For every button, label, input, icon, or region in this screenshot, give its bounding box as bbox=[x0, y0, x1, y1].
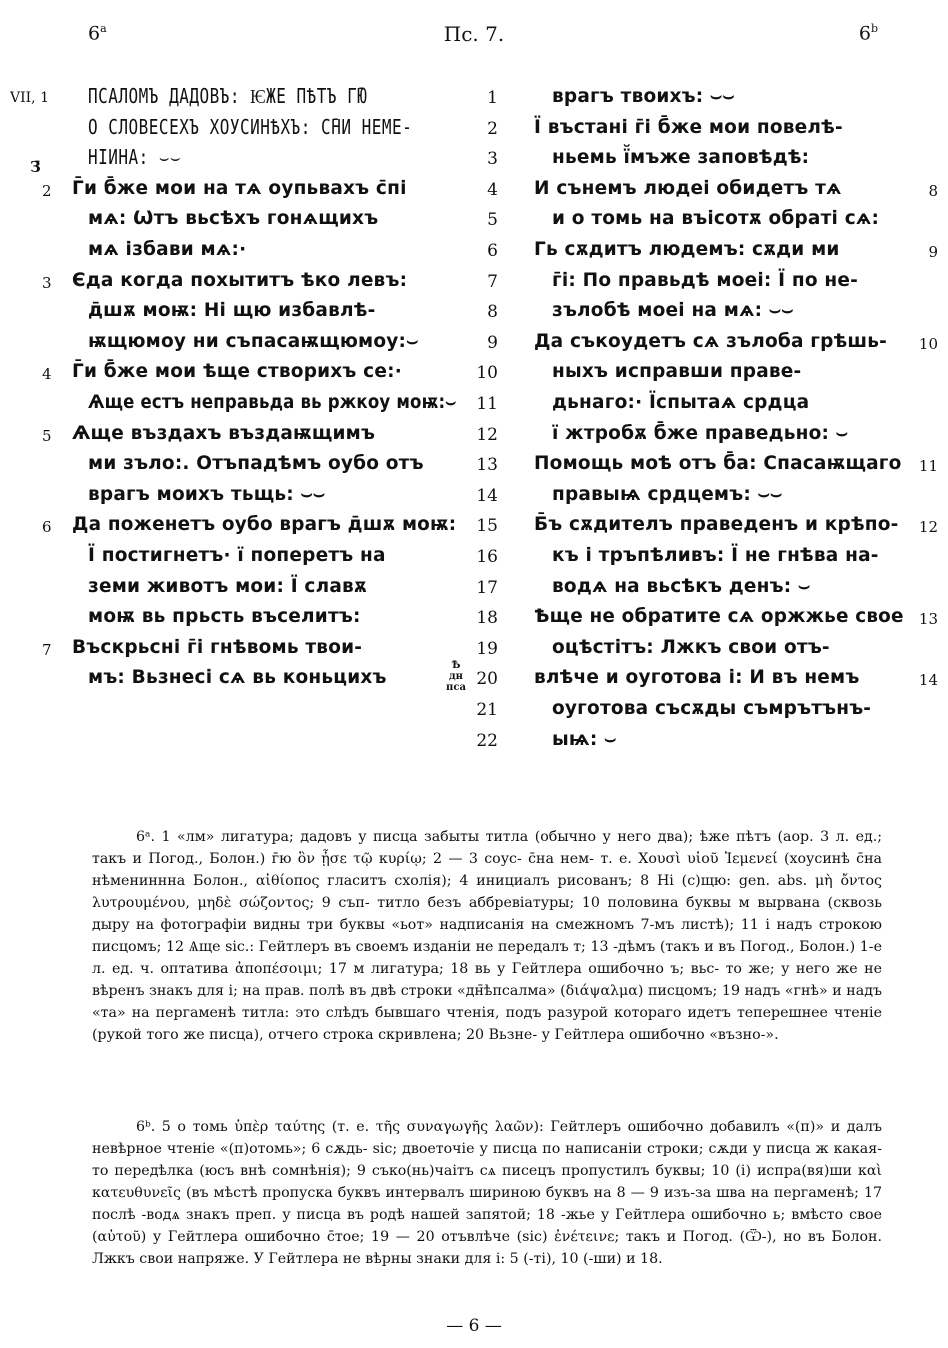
right-text-line: ї жтробѫ б̄же праведьно: ⌣ bbox=[552, 422, 849, 444]
right-text-line: влѣче и оуготова і: И въ немъ bbox=[534, 667, 860, 689]
margin-note-top: Ѣ bbox=[451, 660, 461, 671]
left-text-line: НІИНА: ⌣⌣ bbox=[88, 145, 181, 169]
left-text-line: Ї постигнетъ· ї поперетъ на bbox=[88, 545, 386, 566]
left-text-line: Г̄и б̄же мои на тѧ оупьвахъ с̄пі bbox=[72, 177, 407, 199]
line-number: 14 bbox=[476, 485, 498, 506]
header-left-number: 6 bbox=[88, 22, 101, 45]
right-text-line: водѧ на вьсѣкъ денъ: ⌣ bbox=[552, 575, 811, 597]
left-text-line: ѭщюмоу ни съпасаѭщюмоу:⌣ bbox=[88, 330, 419, 352]
line-number: 21 bbox=[476, 700, 498, 720]
left-text-line: мѧ: Ѡтъ вьсѣхъ гонѧщихъ bbox=[88, 208, 379, 230]
left-text-line: ПСАЛОМЪ ДАДОВЪ: ѤЖЕ ПѢТЪ Г̄Ю bbox=[88, 84, 368, 108]
verse-number: 4 bbox=[42, 365, 52, 384]
left-text-line: д̄шѫ моѭ: Ні щю избавлѣ- bbox=[88, 300, 376, 322]
right-text-line: дьнаго:· Їспытаѧ срдца bbox=[552, 392, 810, 413]
right-text-line: къ і тръпѣливъ: Ї не гнѣва на- bbox=[552, 545, 879, 566]
right-text-line: оуготова съсѫды съмрътънъ- bbox=[552, 698, 872, 719]
verse-number: 3 bbox=[42, 273, 52, 292]
psalm-reference: VII, 1 bbox=[10, 90, 49, 106]
margin-note-bottom: пса bbox=[446, 682, 466, 693]
right-text-line: правыѩ срдцемъ: ⌣⌣ bbox=[552, 483, 783, 505]
right-text-line: Помощь моѣ отъ б̄а: Спасаѭщаго bbox=[534, 453, 902, 475]
line-number: 5 bbox=[487, 210, 498, 231]
left-text-line: Да поженетъ оубо врагъ д̄шѫ моѭ: bbox=[72, 514, 457, 536]
right-text-line: и о томь на въісотѫ обраті сѧ: bbox=[552, 208, 880, 230]
right-text-line: г̄і: По правьдѣ моеі: Ї по не- bbox=[552, 269, 859, 291]
verse-number: 8 bbox=[928, 181, 938, 200]
line-number: 22 bbox=[476, 730, 498, 751]
verse-number: 13 bbox=[918, 610, 938, 629]
margin-note-mid: дн bbox=[449, 671, 463, 682]
left-text-line: Г̄и б̄же мои ѣще створихъ се:· bbox=[72, 361, 402, 383]
right-text-line: Ѣще не обратите сѧ оржжье свое bbox=[534, 606, 904, 628]
verse-number: 9 bbox=[928, 243, 938, 261]
note-6a: 6ᵃ. 1 «лм» лигатура; дадовъ у писца забыты титла (обычно у него два); ѣже пѣтъ (аор. 3 л. ед.; такъ и Погод., Болон.) г̄ю ὃν ᾖσε τῷ κυρίῳ; 2 — 3 соус- с̄на нем- т. е. Χουσὶ υἱοῦ Ἰεμενεί (хоусинѣ с̄на нѣмениннна Болон., αἰθίοπος гласитъ схолія); 4 инициалъ рисованъ; 8 Ні (с)щю: gen. abs. μὴ ὄντος λυτρουμένου, μηδὲ σώζοντος; 9 съп- титло безъ аббревіатуры; 10 половина буквы м вырвана (сквозь дыру на фотографіи видны три буквы «ьот» надписанія на смежномъ 7-мъ листѣ); 11 і надъ строкою писцомъ; 12 Ѧще sic.: Гейтлеръ въ своемъ изданіи не передалъ т; 13 -дѣмъ (такъ и въ Погод., Болон.) 1-е л. ед. ч. оптатива ἀποπέσοιμι; 17 м лигатура; 18 вь у Гейтлера ошибочно ъ; вьс- то же; у него же не вѣренъ знакъ для і; на прав. полѣ въ двѣ строки «дн̄ѣпсалма» (διάψαλμα) писцомъ; 19 надъ «гнѣ» и надъ «та» на пергаменѣ титла: это слѣдъ бывшаго чтенія, подъ разурой котораго идетъ теперешнее чтеніе (рукой того же писца), отчего строка скривлена; 20 Вьзне- у Гейтлера ошибочно «възно-». bbox=[92, 829, 882, 1043]
header-right-folio bbox=[859, 22, 878, 44]
verse-number: 14 bbox=[918, 671, 938, 690]
right-text-line: Ї въстані г̄і б̄же мои повелѣ- bbox=[534, 116, 843, 138]
right-text-line: врагъ твоихъ: ⌣⌣ bbox=[552, 86, 735, 107]
left-text-line: ми зъло:. Отъпадѣмъ оубо отъ bbox=[88, 453, 424, 475]
left-text-line: врагъ моихъ тьщь: ⌣⌣ bbox=[88, 483, 326, 505]
line-number: 12 bbox=[476, 424, 498, 445]
line-number: 17 bbox=[476, 577, 498, 598]
left-text-line: Єда когда похытитъ ѣко левъ: bbox=[72, 269, 408, 291]
line-number: 4 bbox=[487, 179, 498, 200]
line-number: 16 bbox=[476, 547, 498, 567]
line-number: 2 bbox=[487, 118, 498, 139]
left-text-line: Въскрьсні г̄і гнѣвомь твои- bbox=[72, 636, 363, 658]
line-number: 15 bbox=[476, 516, 498, 537]
left-text-line: Ѧще естъ неправьда вь ржкоу моѭ:⌣ bbox=[88, 392, 457, 413]
page-number: — 6 — bbox=[446, 1316, 502, 1336]
left-text-line: мъ: Вьзнесі сѧ вь коньцихъ bbox=[88, 667, 387, 689]
marginal-sign: З̄ bbox=[30, 158, 41, 176]
line-number: 10 bbox=[476, 363, 498, 384]
verse-number: 2 bbox=[42, 181, 52, 200]
header-right-number: 6 bbox=[858, 22, 871, 45]
right-text-line: ньемь ї̆мъже заповѣдѣ: bbox=[552, 147, 810, 169]
right-text-line: зълобѣ моеі на мѧ: ⌣⌣ bbox=[552, 300, 794, 322]
line-number: 19 bbox=[476, 638, 498, 659]
header-right-sup: b bbox=[870, 22, 878, 35]
right-text-line: И сънемъ людеі обидетъ тѧ bbox=[534, 177, 842, 199]
left-text-line: моѭ вь прьсть въселитъ: bbox=[88, 606, 361, 628]
header-title: Пс. 7. bbox=[443, 22, 505, 46]
right-text-line: Да съкоудетъ сѧ зълоба грѣшь- bbox=[534, 330, 888, 352]
line-number: 9 bbox=[487, 332, 498, 353]
line-number: 20 bbox=[476, 669, 498, 690]
verse-number: 5 bbox=[42, 426, 52, 445]
margin-note-diapsalma bbox=[443, 660, 469, 693]
right-text-line: оцѣстітъ: Лжкъ свои отъ- bbox=[552, 636, 830, 658]
line-number: 11 bbox=[476, 394, 498, 414]
verse-number: 6 bbox=[42, 518, 52, 537]
verse-number: 10 bbox=[918, 334, 938, 353]
line-number: 8 bbox=[487, 302, 498, 323]
left-text-line: О СЛОВЕСЕХЪ ХОУСИНѢХЪ: С̄НИ НЕМЕ- bbox=[88, 114, 413, 139]
header-left-sup: a bbox=[100, 22, 107, 35]
line-number: 3 bbox=[487, 149, 498, 170]
left-text-line: Ѧще въздахъ въздаѭщимъ bbox=[72, 422, 376, 444]
verse-number: 12 bbox=[918, 518, 938, 537]
right-text-line: ныхъ исправши праве- bbox=[552, 361, 802, 383]
verse-number: 7 bbox=[42, 640, 52, 659]
line-number: 1 bbox=[487, 88, 498, 108]
line-number: 7 bbox=[487, 271, 498, 292]
verse-number: 11 bbox=[918, 457, 938, 476]
right-text-line: Б̄ъ сѫдителъ праведенъ и крѣпо- bbox=[534, 514, 899, 536]
left-text-line: земи животъ мои: Ї славѫ bbox=[88, 575, 367, 597]
right-text-line: ыѩ: ⌣ bbox=[552, 728, 617, 750]
left-text-line: мѧ ізбави мѧ:· bbox=[88, 239, 247, 260]
line-number: 18 bbox=[476, 608, 498, 629]
right-text-line: Гь сѫдитъ людемъ: сѫди ми bbox=[534, 239, 840, 260]
line-number: 13 bbox=[476, 455, 498, 476]
note-6b: 6ᵇ. 5 о томь ὑπὲρ ταύτης (т. е. τῆς συναγωγῆς λαῶν): Гейтлеръ ошибочно добавилъ «(п)» и далъ невѣрное чтеніе «(п)отомь»; 6 сѫдь- sic; двоеточіе у писца по написаніи строки; сѫди у писца ж какая-то передѣлка (юсъ внѣ сомнѣнія); 9 съко(нь)чаітъ сѧ писецъ пропустилъ буквы; 10 (і) испра(вя)ши καὶ κατευθυνεῖς (въ мѣстѣ пропуска буквъ интервалъ шириною буквъ на 8 — 9 изъ-за шва на пергаменѣ; 17 послѣ -водѧ знакъ преп. у писца въ родѣ нашей запятой; 18 -жье у Гейтлера ошибочно ь; вмѣсто свое (αὐτοῦ) у Гейтлера ошибочно с̄тое; 19 — 20 отъвлѣче (sic) ἐνέτεινε; такъ и Погод. (Ѿ-), но въ Болон. Лжкъ свои напряже. У Гейтлера не вѣрны знаки для і: 5 (-ті), 10 (-ши) и 18. bbox=[92, 1119, 882, 1267]
line-number: 6 bbox=[487, 241, 498, 261]
